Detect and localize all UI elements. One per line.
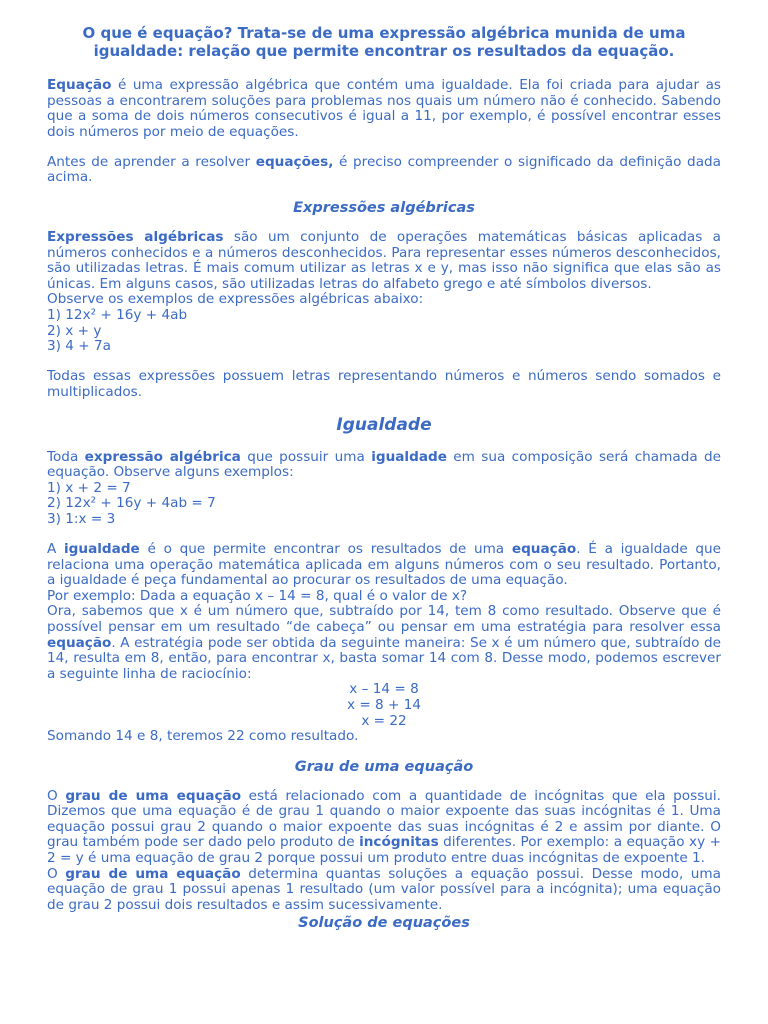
expressoes-observe-line: Observe os exemplos de expressões algébricas abaixo:	[47, 291, 424, 308]
intro-paragraph-2	[47, 155, 721, 186]
igualdade-text-2b: é o que permite encontrar os resultados de uma	[139, 540, 512, 557]
intro-paragraph-1	[47, 78, 721, 140]
igualdade-paragraph-1	[47, 450, 721, 481]
igualdade-somando-line: Somando 14 e 8, teremos 22 como resultado.	[47, 728, 359, 745]
term-grau-de-uma-equacao: grau de uma equação	[65, 865, 241, 882]
expressao-example: 1) 12x² + 16y + 4ab	[47, 307, 188, 324]
igualdade-text-3a: Ora, sabemos que x é um número que, subtraído por 14, tem 8 como resultado. Observe que é possível pensar em um resultado “de cabeça” ou pensar em uma estratégia para resolver essa	[47, 603, 721, 635]
equacao-example: 1) x + 2 = 7	[47, 479, 131, 496]
grau-text-1b: está relacionado com a quantidade de incógnitas que ela possui. Dizemos que uma equação é de grau 1 quando o maior expoente das suas incógnitas é 1. Uma equação possui grau 2 quando o maior expoente das suas incógnitas é 2 e assim por diante. O grau também pode ser dado pelo produto de	[47, 787, 721, 851]
expressoes-paragraph-final: Todas essas expressões possuem letras representando números e números sendo somados e multiplicados.	[47, 368, 721, 400]
heading-solucao-de-equacoes: Solução de equações	[298, 915, 470, 932]
equacao-example: 3) 1:x = 3	[47, 510, 116, 527]
grau-paragraph-1	[47, 789, 721, 867]
intro-text-1: é uma expressão algébrica que contém uma igualdade. Ela foi criada para ajudar as pessoas a encontrarem soluções para problemas nos quais um número não é conhecido. Sabendo que a soma de dois números consecutivos é igual a 11, por exemplo, é possível encontrar esses dois números por meio de equações.	[47, 77, 721, 140]
grau-text-2a: O	[47, 865, 66, 882]
expressoes-text-1: são um conjunto de operações matemáticas básicas aplicadas a números conhecidos e a números desconhecidos. Para representar esses números desconhecidos, são utilizadas letras. É mais comum utilizar as letras x e y, mas isso não significa que elas são as únicas. Em alguns casos, são utilizadas letras do alfabeto grego e até símbolos diversos.	[47, 229, 722, 292]
raciocinio-step: x = 8 + 14	[346, 696, 422, 713]
igualdade-text-1a: Toda	[47, 448, 85, 465]
grau-text-2b: determina quantas soluções a equação possui. Desse modo, uma equação de grau 1 possui apenas 1 resultado (um valor possível para a incógnita); uma equação de grau 2 possui dois resultados e assim sucessivamente.	[47, 865, 721, 913]
grau-paragraph-2	[47, 867, 721, 914]
term-grau-de-uma-equacao: grau de uma equação	[65, 787, 242, 804]
igualdade-text-1b: que possuir uma	[240, 448, 372, 465]
grau-text-1a: O	[47, 787, 66, 804]
term-equacao: equação	[47, 634, 112, 651]
expressao-example: 2) x + y	[47, 322, 102, 339]
igualdade-paragraph-2	[47, 542, 721, 589]
expressao-example: 3) 4 + 7a	[47, 338, 111, 355]
heading-grau-de-uma-equacao: Grau de uma equação	[294, 758, 474, 775]
igualdade-text-2a: A	[47, 540, 65, 557]
igualdade-text-2c: . É a igualdade que relaciona uma operação matemática aplicada em alguns números com o seu resultado. Portanto, a igualdade é peça fundamental ao procurar os resultados de uma equação.	[47, 540, 722, 589]
expressoes-paragraph-1	[47, 230, 721, 292]
grau-text-1c: diferentes. Por exemplo: a equação xy + 2 = y é uma equação de grau 2 porque possui um produto entre duas incógnitas de expoente 1.	[47, 834, 721, 867]
raciocinio-step: x = 22	[361, 712, 407, 729]
igualdade-exemplo-line: Por exemplo: Dada a equação x – 14 = 8, qual é o valor de x?	[47, 587, 468, 604]
intro-text-2a: Antes de aprender a resolver	[47, 153, 256, 170]
heading-igualdade: Igualdade	[336, 414, 432, 435]
term-equacoes: equações,	[255, 153, 334, 170]
document-title: O que é equação? Trata-se de uma expressão algébrica munida de uma igualdade: relação que permite encontrar os resultados da equação.	[82, 24, 686, 60]
term-igualdade: igualdade	[371, 448, 447, 465]
igualdade-text-1c: em sua composição será chamada de equação. Observe alguns exemplos:	[47, 448, 722, 481]
term-incognitas: incógnitas	[359, 834, 439, 851]
term-equacao: equação	[511, 540, 577, 557]
intro-text-2b: é preciso compreender o significado da definição dada acima.	[47, 153, 721, 186]
term-expressoes-algebricas: Expressões algébricas	[47, 229, 224, 246]
igualdade-paragraph-3	[47, 604, 721, 682]
term-igualdade: igualdade	[64, 540, 140, 557]
term-equacao: Equação	[47, 77, 112, 93]
equacao-example: 2) 12x² + 16y + 4ab = 7	[47, 495, 216, 512]
raciocinio-step: x – 14 = 8	[349, 681, 419, 698]
heading-expressoes-algebricas: Expressões algébricas	[293, 200, 475, 217]
igualdade-text-3b: . A estratégia pode ser obtida da seguinte maneira: Se x é um número que, subtraído de 14, resulta em 8, então, para encontrar x, basta somar 14 com 8. Desse modo, podemos escrever a seguinte linha de raciocínio:	[47, 634, 721, 682]
term-expressao-algebrica: expressão algébrica	[84, 448, 241, 465]
